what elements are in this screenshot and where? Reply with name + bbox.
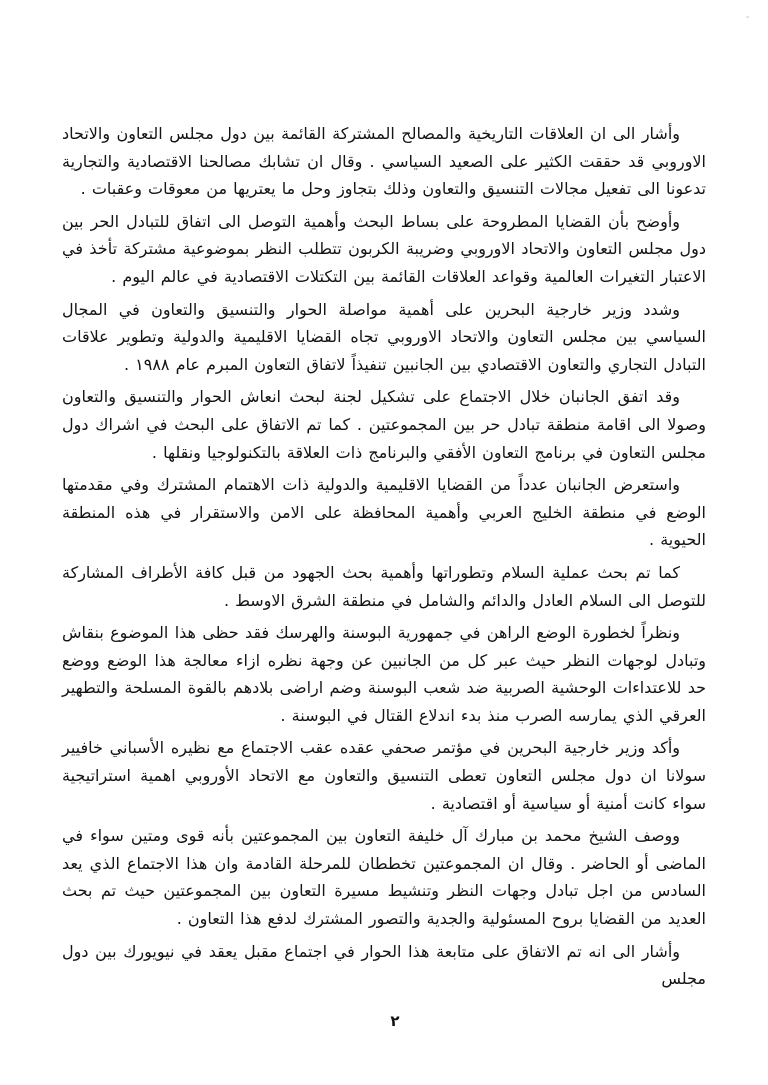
page-number: ٢ — [390, 1012, 400, 1030]
paragraph: وأكد وزير خارجية البحرين في مؤتمر صحفي عقده عقب الاجتماع مع نظيره الأسباني خافيير سولانا ان دول مجلس التعاون تعطى التنسيق والتعاون مع الاتحاد الأوروبي اهمية استراتيجية سواء كانت أمنية أو سياسية أو اقتصادية . — [62, 738, 706, 813]
paragraph: وأوضح بأن القضايا المطروحة على بساط البحث وأهمية التوصل الى اتفاق للتبادل الحر بين دول مجلس التعاون والاتحاد الاوروبي وضريبة الكربون تتطلب النظر بموضوعية مشتركة تأخذ في الاعتبار التغيرات العالمية وقواعد العلاقات القائمة بين التكتلات الاقتصادية في عالم اليوم . — [62, 211, 706, 286]
paragraph: واستعرض الجانبان عدداً من القضايا الاقليمية والدولية ذات الاهتمام المشترك وفي مقدمتها الوضع في منطقة الخليج العربي وأهمية المحافظة على الامن والاستقرار في هذه المنطقة الحيوية . — [62, 475, 706, 550]
paragraph: ووصف الشيخ محمد بن مبارك آل خليفة التعاون بين المجموعتين بأنه قوى ومتين سواء في الماضى أو الحاضر . وقال ان المجموعتين تخططان للمرحلة القادمة وان هذا الاجتماع الذي يعد السادس من اجل تبادل وجهات النظر وتنشيط مسيرة التعاون بين المجموعتين حيث تم بحث العديد من القضايا بروح المسئولية والجدية والتصور المشترك لدفع هذا التعاون . — [62, 826, 706, 929]
paragraph: كما تم بحث عملية السلام وتطوراتها وأهمية بحث الجهود من قبل كافة الأطراف المشاركة للتوصل الى السلام العادل والدائم والشامل في منطقة الشرق الاوسط . — [62, 562, 706, 610]
paragraph: ونظراً لخطورة الوضع الراهن في جمهورية البوسنة والهرسك فقد حظى هذا الموضوع بنقاش وتبادل لوجهات النظر حيث عبر كل من الجانبين عن وجهة نظره ازاء معالجة هذا الوضع ووضع حد للاعتداءات الوحشية الصربية ضد شعب البوسنة وضم اراضى بلادهم بالقوة المسلحة والتطهير العرقي الذي يمارسه الصرب منذ بدء اندلاع القتال في البوسنة . — [62, 623, 706, 725]
paragraph: وشدد وزير خارجية البحرين على أهمية مواصلة الحوار والتنسيق والتعاون في المجال السياسي بين مجلس التعاون والاتحاد الاوروبي تجاه القضايا الاقليمية والدولية وتطوير علاقات التبادل التجاري والتعاون الاقتصادي بين الجانبين تنفيذاً لاتفاق التعاون المبرم عام ١٩٨٨ . — [62, 299, 706, 374]
document-body-text — [62, 120, 706, 998]
scan-artifact-mark: - — [744, 10, 750, 23]
paragraph: وأشار الى انه تم الاتفاق على متابعة هذا الحوار في اجتماع مقبل يعقد في نيويورك بين دول مجلس — [62, 941, 706, 989]
paragraph: وقد اتفق الجانبان خلال الاجتماع على تشكيل لجنة لبحث انعاش الحوار والتنسيق والتعاون وصولا الى اقامة منطقة تبادل حر بين المجموعتين . كما تم الاتفاق على البحث في اشراك دول مجلس التعاون في برنامج التعاون الأفقي والبرنامج ذات العلاقة بالتكنولوجيا ونقلها . — [62, 387, 706, 462]
paragraph: وأشار الى ان العلاقات التاريخية والمصالح المشتركة القائمة بين دول مجلس التعاون والاتحاد الاوروبي قد حققت الكثير على الصعيد السياسي . وقال ان تشابك مصالحنا الاقتصادية والتجارية تدعونا الى تفعيل مجالات التنسيق والتعاون وذلك بتجاوز وحل ما يعتريها من معوقات وعقبات . — [62, 124, 706, 199]
